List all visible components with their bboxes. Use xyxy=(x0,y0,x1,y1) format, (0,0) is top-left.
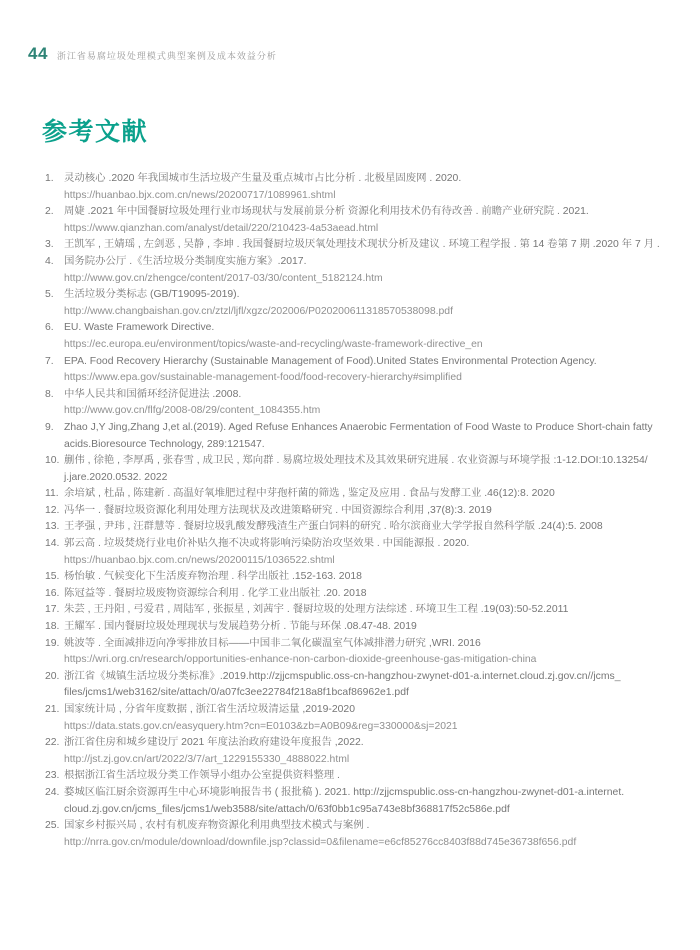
reference-number: 9. xyxy=(45,421,54,433)
reference-text-line: 王耀军 . 国内餐厨垃圾处理现状与发展趋势分析 . 节能与环保 .08.47-48. 2019 xyxy=(64,621,417,633)
reference-url[interactable]: https://www.qianzhan.com/analyst/detail/220/210423-4a53aead.html xyxy=(64,222,379,234)
reference-lines xyxy=(64,602,667,619)
reference-text-line: files/jcms1/web3162/site/attach/0/a07fc3ee22784f218a8f1bcaf86962e1.pdf xyxy=(64,687,409,699)
reference-lines xyxy=(64,768,667,785)
reference-number: 18. xyxy=(45,621,60,633)
reference-number: 23. xyxy=(45,770,60,782)
references-list xyxy=(45,171,667,851)
reference-item xyxy=(45,768,667,785)
reference-text-line: 冯华一 . 餐厨垃圾资源化利用处理方法现状及改进策略研究 . 中国资源综合利用 ,37(8):3. 2019 xyxy=(64,504,492,516)
reference-url[interactable]: https://wri.org.cn/research/opportunities-enhance-non-carbon-dioxide-greenhouse-gas-mitigation-china xyxy=(64,654,537,666)
reference-number: 3. xyxy=(45,239,54,251)
reference-lines xyxy=(64,503,667,520)
reference-text-line: 灵动核心 .2020 年我国城市生活垃圾产生量及重点城市占比分析 . 北极星固废网 . 2020. xyxy=(64,173,462,184)
reference-number: 25. xyxy=(45,820,60,832)
reference-text-line: acids.Bioresource Technology, 289:121547. xyxy=(64,438,265,450)
reference-lines xyxy=(64,569,667,586)
reference-text-line: 浙江省《城镇生活垃圾分类标准》.2019.http://zjjcmspublic.oss-cn-hangzhou-zwynet-d01-a.internet.cloud.zj.gov.cn//jcms_ xyxy=(64,670,621,682)
reference-item xyxy=(45,453,667,486)
reference-lines xyxy=(64,785,667,818)
reference-item xyxy=(45,486,667,503)
reference-item xyxy=(45,602,667,619)
reference-item xyxy=(45,536,667,569)
reference-lines xyxy=(64,702,667,735)
reference-url[interactable]: https://huanbao.bjx.com.cn/news/20200115/1036522.shtml xyxy=(64,554,335,566)
reference-text-line: cloud.zj.gov.cn/jcms_files/jcms1/web3588/site/attach/0/63f0bb1c95a743e8bf368817f52c586e.pdf xyxy=(64,803,510,815)
reference-url[interactable]: http://nrra.gov.cn/module/download/downfile.jsp?classid=0&filename=e6cf85276cc8403f88d745e36738f656.pdf xyxy=(64,836,577,848)
reference-number: 8. xyxy=(45,388,54,400)
reference-number: 4. xyxy=(45,255,54,267)
reference-lines xyxy=(64,619,667,636)
reference-lines xyxy=(64,171,667,204)
reference-text-line: 国务院办公厅 .《生活垃圾分类制度实施方案》.2017. xyxy=(64,255,307,267)
page-number: 44 xyxy=(28,44,48,63)
reference-number: 17. xyxy=(45,604,60,616)
reference-number: 2. xyxy=(45,206,54,218)
reference-text-line: 婺城区临江厨余资源再生中心环境影响报告书 ( 报批稿 ). 2021. http://zjjcmspublic.oss-cn-hangzhou-zwynet-d01-a.internet. xyxy=(64,786,625,798)
reference-text-line: 姚波等 . 全面减排迈向净零排放目标——中国非二氧化碳温室气体减排潜力研究 ,WRI. 2016 xyxy=(64,637,481,649)
reference-number: 13. xyxy=(45,521,60,533)
reference-text-line: 中华人民共和国循环经济促进法 .2008. xyxy=(64,388,242,400)
reference-url[interactable]: http://www.changbaishan.gov.cn/ztzl/ljfl/xgzc/202006/P020200611318570538098.pdf xyxy=(64,305,453,317)
reference-url[interactable]: https://huanbao.bjx.com.cn/news/20200717/1089961.shtml xyxy=(64,189,336,201)
reference-number: 7. xyxy=(45,355,54,367)
reference-item xyxy=(45,320,667,353)
reference-number: 15. xyxy=(45,571,60,583)
reference-item xyxy=(45,354,667,387)
reference-lines xyxy=(64,204,667,237)
reference-item xyxy=(45,702,667,735)
reference-text-line: 王孝强 , 尹玮 , 汪群慧等 . 餐厨垃圾乳酸发酵残渣生产蛋白饲料的研究 . 哈尔滨商业大学学报自然科学版 .24(4):5. 2008 xyxy=(64,521,603,533)
reference-lines xyxy=(64,453,667,486)
reference-item xyxy=(45,171,667,204)
reference-number: 5. xyxy=(45,289,54,301)
reference-number: 12. xyxy=(45,504,60,516)
reference-item xyxy=(45,387,667,420)
reference-lines xyxy=(64,486,667,503)
reference-number: 14. xyxy=(45,538,60,550)
reference-lines xyxy=(64,519,667,536)
reference-text-line: EU. Waste Framework Directive. xyxy=(64,322,215,334)
reference-text-line: 郭云高 . 垃圾焚烧行业电价补贴久拖不决或将影响污染防治攻坚效果 . 中国能源报 . 2020. xyxy=(64,538,470,550)
report-title: 浙江省易腐垃圾处理模式典型案例及成本效益分析 xyxy=(56,51,277,61)
reference-item xyxy=(45,237,667,254)
page-header xyxy=(28,44,277,64)
reference-number: 16. xyxy=(45,587,60,599)
reference-item xyxy=(45,669,667,702)
reference-item xyxy=(45,569,667,586)
reference-text-line: 蒯伟 , 徐艳 , 李厚禹 , 张春雪 , 成卫民 , 郑向群 . 易腐垃圾处理技术及其效果研究进展 . 农业资源与环境学报 :1-12.DOI:10.13254/ xyxy=(64,455,648,467)
reference-item xyxy=(45,785,667,818)
reference-url[interactable]: https://data.stats.gov.cn/easyquery.htm?cn=E0103&zb=A0B09&reg=330000&sj=2021 xyxy=(64,720,458,732)
reference-url[interactable]: http://www.gov.cn/flfg/2008-08/29/content_1084355.htm xyxy=(64,405,321,417)
reference-number: 1. xyxy=(45,173,54,184)
reference-url[interactable]: http://www.gov.cn/zhengce/content/2017-03/30/content_5182124.htm xyxy=(64,272,383,284)
reference-lines xyxy=(64,320,667,353)
reference-number: 10. xyxy=(45,455,60,467)
reference-lines xyxy=(64,586,667,603)
reference-url[interactable]: https://ec.europa.eu/environment/topics/waste-and-recycling/waste-framework-directive_en xyxy=(64,338,483,350)
reference-text-line: Zhao J,Y Jing,Zhang J,et al.(2019). Aged Refuse Enhances Anaerobic Fermentation of Food Waste to Produce Short-chain fatty xyxy=(64,421,653,433)
reference-url[interactable]: http://jst.zj.gov.cn/art/2022/3/7/art_1229155330_4888022.html xyxy=(64,753,350,765)
reference-text-line: j.jare.2020.0532. 2022 xyxy=(64,471,168,483)
reference-item xyxy=(45,420,667,453)
reference-text-line: 陈冠益等 . 餐厨垃圾废物资源综合利用 . 化学工业出版社 .20. 2018 xyxy=(64,587,367,599)
section-title: 参考文献 xyxy=(42,118,149,146)
reference-number: 11. xyxy=(45,488,59,500)
reference-item xyxy=(45,735,667,768)
reference-lines xyxy=(64,536,667,569)
reference-lines xyxy=(64,237,667,254)
reference-text-line: 生活垃圾分类标志 (GB/T19095-2019). xyxy=(64,289,240,301)
reference-lines xyxy=(64,254,667,287)
reference-url[interactable]: https://www.epa.gov/sustainable-management-food/food-recovery-hierarchy#simplified xyxy=(64,372,462,384)
reference-number: 21. xyxy=(45,704,60,715)
reference-item xyxy=(45,586,667,603)
reference-text-line: 国家乡村振兴局 , 农村有机废弃物资源化利用典型技术模式与案例 . xyxy=(64,820,370,832)
reference-lines xyxy=(64,818,667,851)
reference-item xyxy=(45,636,667,669)
reference-number: 20. xyxy=(45,670,60,682)
reference-item xyxy=(45,254,667,287)
reference-lines xyxy=(64,387,667,420)
reference-item xyxy=(45,287,667,320)
reference-lines xyxy=(64,669,667,702)
reference-text-line: 国家统计局 , 分省年度数据 , 浙江省生活垃圾清运量 ,2019-2020 xyxy=(64,704,355,715)
reference-number: 24. xyxy=(45,786,60,798)
reference-text-line: 浙江省住房和城乡建设厅 2021 年度法治政府建设年度报告 ,2022. xyxy=(64,737,364,749)
reference-text-line: 余培斌 , 杜晶 , 陈建新 . 高温好氧堆肥过程中芽孢杆菌的筛选 , 鉴定及应用 . 食品与发酵工业 .46(12):8. 2020 xyxy=(64,488,555,500)
reference-number: 6. xyxy=(45,322,54,334)
reference-lines xyxy=(64,287,667,320)
reference-item xyxy=(45,503,667,520)
reference-item xyxy=(45,619,667,636)
reference-lines xyxy=(64,636,667,669)
reference-item xyxy=(45,519,667,536)
reference-text-line: 朱芸 , 王丹阳 , 弓爱君 , 周陆军 , 张振星 , 刘茜宇 . 餐厨垃圾的处理方法综述 . 环境卫生工程 .19(03):50-52.2011 xyxy=(64,604,569,616)
reference-item xyxy=(45,818,667,851)
reference-text-line: 王凯军 , 王婧瑶 , 左剑恶 , 吴静 , 李坤 . 我国餐厨垃圾厌氧处理技术现状分析及建议 . 环境工程学报 . 第 14 卷第 7 期 .2020 年 7 月 . xyxy=(64,239,660,251)
reference-number: 19. xyxy=(45,637,60,649)
reference-text-line: 根据浙江省生活垃圾分类工作领导小组办公室提供资料整理 . xyxy=(64,770,340,782)
reference-lines xyxy=(64,354,667,387)
reference-text-line: EPA. Food Recovery Hierarchy (Sustainable Management of Food).United States Environmental Protection Agency. xyxy=(64,355,597,367)
reference-lines xyxy=(64,420,667,453)
reference-lines xyxy=(64,735,667,768)
reference-number: 22. xyxy=(45,737,60,749)
reference-text-line: 杨怡敏 . 气候变化下生活废弃物治理 . 科学出版社 .152-163. 2018 xyxy=(64,571,362,583)
reference-item xyxy=(45,204,667,237)
reference-text-line: 周婕 .2021 年中国餐厨垃圾处理行业市场现状与发展前景分析 资源化利用技术仍有待改善 . 前瞻产业研究院 . 2021. xyxy=(64,206,589,218)
